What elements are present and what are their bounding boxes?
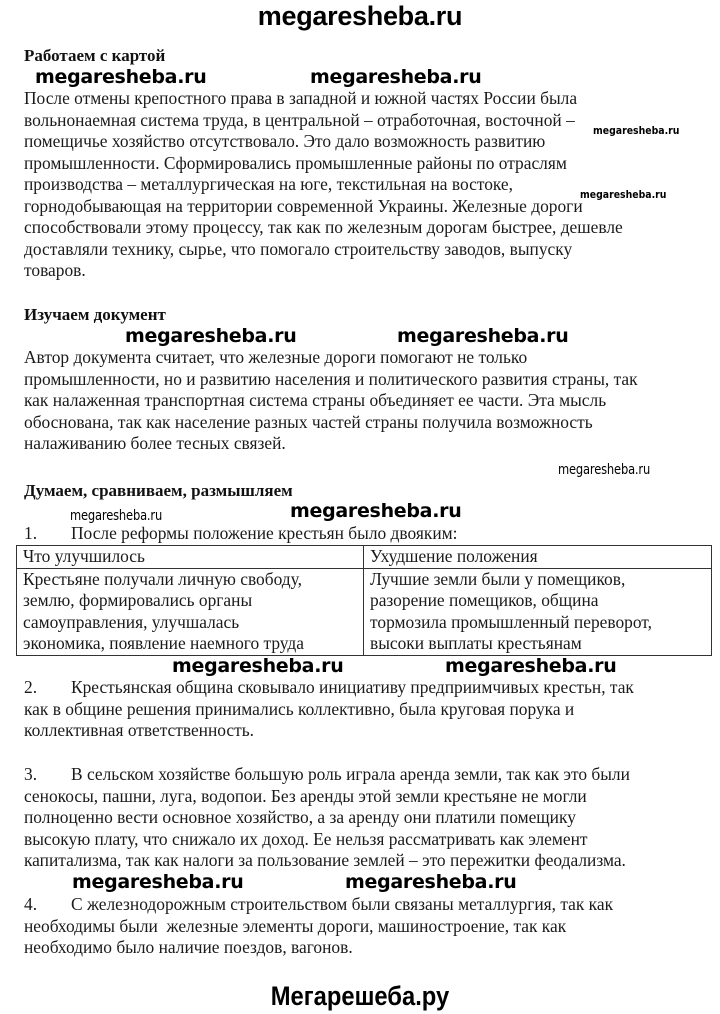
text-line: коллективная ответственность. — [24, 720, 255, 740]
item-3 — [24, 764, 720, 872]
watermark: megaresheba.ru — [345, 871, 517, 893]
text-line: высокую плату, что снижало их доход. Ее нельзя рассматривать как элемент — [24, 828, 588, 849]
section-title-think: Думаем, сравниваем, размышляем — [24, 481, 293, 500]
watermark: megaresheba.ru — [35, 66, 207, 88]
item-text: После реформы положение крестьян было двояким: — [71, 523, 458, 543]
site-footer-logo: Мегарешеба.ру — [270, 981, 450, 1011]
section-title-document: Изучаем документ — [24, 305, 166, 324]
item-text: С железнодорожным строительством были связаны металлургия, так как — [71, 894, 614, 914]
text-line — [24, 523, 720, 545]
text-line: доставляли технику, сырье, что помогало строительству заводов, выпуску — [24, 238, 573, 259]
text-line — [24, 677, 720, 699]
watermark: megaresheba.ru — [593, 124, 680, 137]
item-number: 2. — [24, 677, 38, 697]
cell-line: экономика, появление наемного труда — [23, 633, 304, 653]
text-line: промышленности. Сформировались промышленные районы по отраслям — [24, 152, 567, 173]
text-line: полноценно вести основное хозяйство, а за аренду они платили помещику — [24, 807, 576, 827]
text-line: помещичье хозяйство отсутствовало. Это дало возможность развитию — [24, 131, 546, 151]
watermark: megaresheba.ru — [70, 508, 163, 524]
map-paragraph — [24, 88, 720, 282]
watermark: megaresheba.ru — [310, 66, 482, 88]
text-line: Автор документа считает, что железные дороги помогают не только — [24, 347, 528, 367]
text-line: вольнонаемная система труда, в центральной – отработочная, восточной – — [24, 109, 575, 130]
table-header-row — [17, 546, 712, 569]
cell-line: Лучшие земли были у помещиков, — [370, 568, 626, 589]
text-line: как налаженная транспортная система страны объединяет ее части. Эта мысль — [24, 390, 607, 410]
table-header-cell: Ухудшение положения — [364, 546, 712, 569]
cell-line: тормозила промышленный переворот, — [370, 611, 652, 632]
document-paragraph — [24, 347, 720, 455]
cell-line: разорение помещиков, община — [370, 590, 599, 610]
text-line: налаживанию более тесных связей. — [24, 433, 286, 453]
watermark: megaresheba.ru — [558, 462, 651, 478]
cell-line: самоуправления, улучшалась — [23, 611, 240, 632]
item-4 — [24, 894, 720, 959]
text-line: товаров. — [24, 260, 86, 280]
watermark: megaresheba.ru — [125, 325, 297, 347]
item-text: Крестьянская община сковывало инициативу предприимчивых крестьн, так — [71, 677, 634, 697]
text-line: После отмены крепостного права в западной и южной частях России была — [24, 88, 578, 108]
text-line: промышленности, но и развитию населения и политического развития страны, так — [24, 368, 638, 389]
text-line: необходимо было наличие поездов, вагонов. — [24, 937, 353, 957]
site-header-logo: megaresheba.ru — [257, 1, 463, 31]
item-1 — [24, 523, 720, 545]
item-number: 4. — [24, 894, 38, 914]
comparison-table — [16, 545, 712, 656]
text-line: необходимы были железные элементы дороги, машиностроение, так как — [24, 915, 567, 936]
table-row — [17, 568, 712, 655]
text-line: сенокосы, пашни, луга, водопои. Без аренды этой земли крестьяне не могли — [24, 785, 587, 806]
item-number: 1. — [24, 523, 38, 543]
cell-line: высоки выплаты крестьянам — [370, 633, 582, 653]
item-text: В сельском хозяйстве большую роль играла аренда земли, так как это были — [71, 764, 630, 784]
table-cell — [364, 568, 712, 655]
text-line: как в общине решения принимались коллективно, была круговая порука и — [24, 698, 575, 719]
table-header-cell: Что улучшилось — [17, 546, 364, 569]
watermark: megaresheba.ru — [580, 188, 667, 201]
watermark: megaresheba.ru — [72, 871, 244, 893]
item-2 — [24, 677, 720, 742]
section-title-map: Работаем с картой — [24, 46, 166, 65]
cell-line: Крестьяне получали личную свободу, — [23, 568, 302, 589]
watermark: megaresheba.ru — [445, 655, 617, 677]
text-line — [24, 764, 720, 786]
table-cell — [17, 568, 364, 655]
cell-line: землю, формировались органы — [23, 590, 253, 610]
text-line: капитализма, так как налоги за пользование землей – это пережитки феодализма. — [24, 850, 626, 870]
watermark: megaresheba.ru — [290, 500, 462, 522]
text-line: горнодобывающая на территории современной Украины. Железные дороги — [24, 195, 583, 216]
watermark: megaresheba.ru — [397, 325, 569, 347]
text-line: производства – металлургическая на юге, текстильная на востоке, — [24, 174, 513, 194]
watermark: megaresheba.ru — [172, 655, 344, 677]
text-line — [24, 894, 720, 916]
text-line: способствовали этому процессу, так как по железным дорогам быстрее, дешевле — [24, 217, 623, 237]
text-line: обоснована, так как население разных частей страны получила возможность — [24, 411, 593, 432]
item-number: 3. — [24, 764, 38, 784]
